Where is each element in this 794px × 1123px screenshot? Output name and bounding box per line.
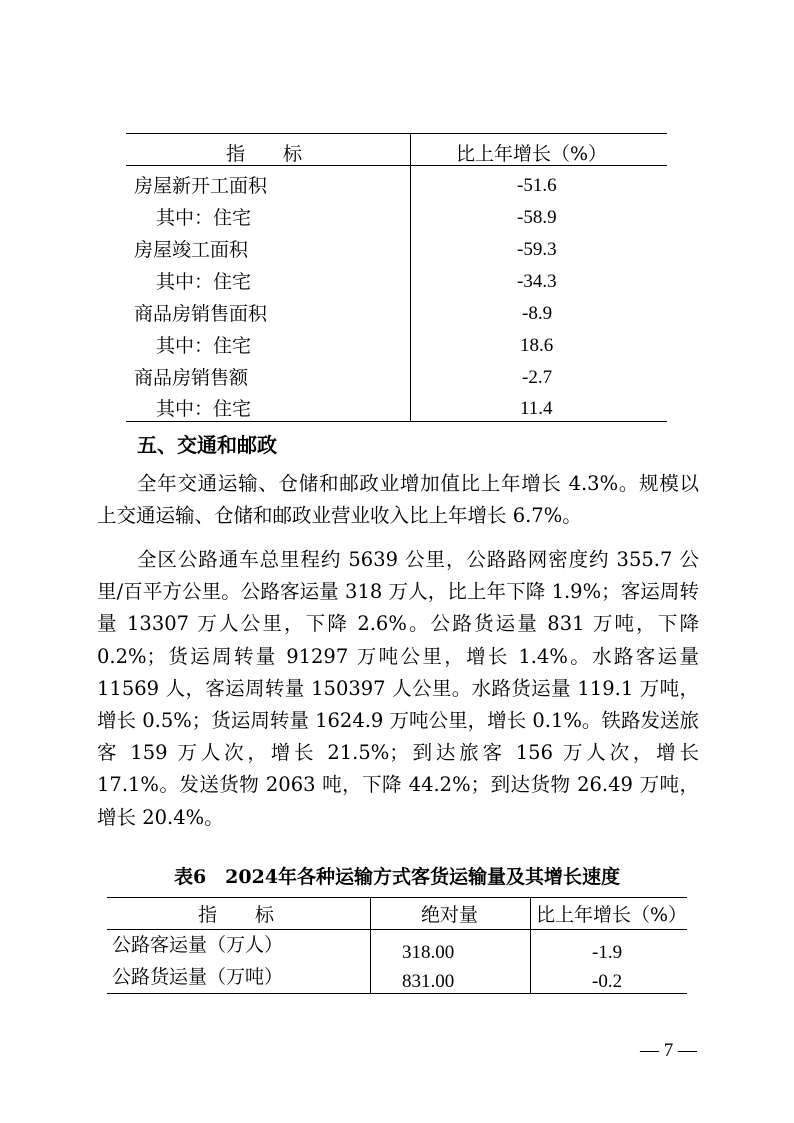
paragraph-2: 全区公路通车总里程约 5639 公里，公路路网密度约 355.7 公里/百平方公里。公路客运量 318 万人，比上年下降 1.9%；客运周转量 13307 万人公里，下降 2.6%。公路货运量 831 万吨，下降 0.2%；货运周转量 91297 万吨公里，增长 1.4%。水路客运量 11569 人，客运周转量 150397 人公里。水路货运量 119.1 万吨，增长 0.5%；货运周转量 1624.9 万吨公里，增长 0.1%。铁路发送旅客 159 万人次，增长 21.5%；到达旅客 156 万人次，增长 17.1%。发送货物 2063 吨，下降 44.2%；到达货物 26.49 万吨，增长 20.4%。 [97,548,699,829]
table-row-growth: -1.9 [592,942,623,963]
header-growth: 比上年增长（%） [456,143,608,165]
table-row-value: 18.6 [520,335,554,356]
table-top-rule [107,897,687,898]
section-title: 五、交通和邮政 [137,433,277,457]
table-row-value: -2.7 [522,367,553,388]
page-number: — 7 — [640,1040,697,1061]
table-row-name: 其中：住宅 [156,271,252,293]
header-absolute: 绝对量 [421,904,479,926]
header-indicator: 指 标 [198,904,275,926]
table-row-name: 公路客运量（万人） [112,934,284,956]
table-row-name: 商品房销售面积 [134,303,268,325]
table-column-divider [530,897,531,993]
table-row-absolute: 318.00 [402,942,455,963]
table-row-name: 其中：住宅 [156,335,252,357]
table-row-value: -58.9 [517,207,557,228]
table-row-value: -8.9 [522,303,553,324]
table-row-value: -34.3 [517,271,557,292]
table-row-name: 商品房销售额 [134,367,249,389]
paragraph-1: 全年交通运输、仓储和邮政业增加值比上年增长 4.3%。规模以上交通运输、仓储和邮政业营业收入比上年增长 6.7%。 [97,472,699,528]
table-row-growth: -0.2 [592,971,623,992]
header-indicator: 指 标 [226,143,303,165]
table-column-divider [410,133,411,421]
table-caption: 表6 2024年各种运输方式客货运输量及其增长速度 [173,866,621,888]
table-row-name: 房屋竣工面积 [134,239,249,261]
table-row-name: 其中：住宅 [156,398,252,420]
table-row-name: 房屋新开工面积 [134,175,268,197]
table-bottom-rule [126,421,667,422]
table-row-value: 11.4 [520,398,553,419]
table-row-name: 公路货运量（万吨） [112,966,284,988]
table-row-value: -59.3 [517,239,557,260]
table-row-value: -51.6 [517,175,557,196]
table-column-divider [370,897,371,993]
table-header-rule [107,929,687,930]
table-row-name: 其中：住宅 [156,207,252,229]
header-growth: 比上年增长（%） [536,904,688,926]
table-top-rule [126,133,667,134]
table-row-absolute: 831.00 [402,971,455,992]
